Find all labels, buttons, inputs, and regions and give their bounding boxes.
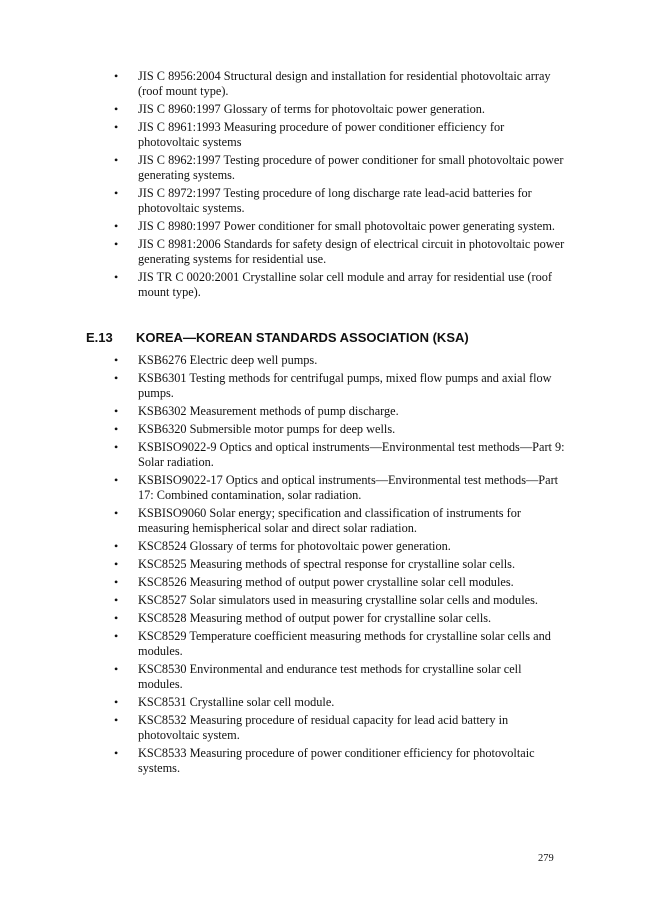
bullet-icon: • — [114, 557, 119, 571]
list-item — [114, 539, 566, 554]
page-number: 279 — [538, 853, 554, 864]
list-item — [114, 371, 566, 401]
bullet-icon: • — [114, 69, 119, 83]
list-item — [114, 575, 566, 590]
list-item — [114, 440, 566, 470]
list-item — [114, 557, 566, 572]
ksa-standards-list — [114, 353, 566, 779]
list-item — [114, 629, 566, 659]
bullet-icon: • — [114, 506, 119, 520]
section-heading — [86, 330, 566, 346]
list-item-text: KSBISO9060 Solar energy; specification and classification of instruments for measuring hemispherical solar and direct solar radiation. — [138, 506, 521, 535]
list-item — [114, 69, 566, 99]
list-item-text: KSBISO9022-9 Optics and optical instruments—Environmental test methods—Part 9: Solar radiation. — [138, 440, 565, 469]
bullet-icon: • — [114, 746, 119, 760]
list-item-text: KSC8529 Temperature coefficient measuring methods for crystalline solar cells and modules. — [138, 629, 551, 658]
bullet-icon: • — [114, 219, 119, 233]
list-item-text: KSBISO9022-17 Optics and optical instruments—Environmental test methods—Part 17: Combined contamination, solar radiation. — [138, 473, 559, 502]
list-item — [114, 611, 566, 626]
list-item — [114, 219, 566, 234]
list-item — [114, 506, 566, 536]
list-item-text: KSC8528 Measuring method of output power for crystalline solar cells. — [138, 611, 492, 625]
list-item — [114, 662, 566, 692]
list-item-text: JIS C 8956:2004 Structural design and installation for residential photovoltaic array (roof mount type). — [138, 69, 551, 98]
list-item-text: JIS C 8960:1997 Glossary of terms for photovoltaic power generation. — [138, 102, 485, 116]
bullet-icon: • — [114, 237, 119, 251]
list-item-text: KSC8527 Solar simulators used in measuring crystalline solar cells and modules. — [138, 593, 538, 607]
list-item-text: JIS C 8961:1993 Measuring procedure of power conditioner efficiency for photovoltaic systems — [138, 120, 505, 149]
bullet-icon: • — [114, 153, 119, 167]
bullet-icon: • — [114, 270, 119, 284]
list-item — [114, 120, 566, 150]
list-item-text: KSC8525 Measuring methods of spectral response for crystalline solar cells. — [138, 557, 516, 571]
list-item-text: KSC8526 Measuring method of output power crystalline solar cell modules. — [138, 575, 514, 589]
list-item — [114, 713, 566, 743]
list-item — [114, 404, 566, 419]
list-item — [114, 422, 566, 437]
list-item-text: KSB6302 Measurement methods of pump discharge. — [138, 404, 399, 418]
bullet-icon: • — [114, 593, 119, 607]
list-item — [114, 695, 566, 710]
bullet-icon: • — [114, 473, 119, 487]
list-item-text: JIS C 8980:1997 Power conditioner for small photovoltaic power generating system. — [138, 219, 556, 233]
list-item-text: JIS TR C 0020:2001 Crystalline solar cell module and array for residential use (roof mount type). — [138, 270, 553, 299]
list-item-text: KSC8533 Measuring procedure of power conditioner efficiency for photovoltaic systems. — [138, 746, 535, 775]
bullet-icon: • — [114, 440, 119, 454]
list-item-text: JIS C 8981:2006 Standards for safety design of electrical circuit in photovoltaic power generating systems for residential use. — [138, 237, 565, 266]
bullet-icon: • — [114, 629, 119, 643]
list-item — [114, 102, 566, 117]
jis-standards-list — [114, 69, 566, 303]
list-item — [114, 186, 566, 216]
bullet-icon: • — [114, 102, 119, 116]
bullet-icon: • — [114, 120, 119, 134]
section-title: KOREA—KOREAN STANDARDS ASSOCIATION (KSA) — [136, 330, 469, 345]
bullet-icon: • — [114, 186, 119, 200]
bullet-icon: • — [114, 539, 119, 553]
list-item-text: JIS C 8962:1997 Testing procedure of power conditioner for small photovoltaic power generating systems. — [138, 153, 564, 182]
list-item — [114, 746, 566, 776]
list-item-text: KSC8531 Crystalline solar cell module. — [138, 695, 335, 709]
list-item — [114, 237, 566, 267]
list-item-text: KSC8524 Glossary of terms for photovoltaic power generation. — [138, 539, 451, 553]
list-item — [114, 473, 566, 503]
bullet-icon: • — [114, 695, 119, 709]
bullet-icon: • — [114, 575, 119, 589]
list-item — [114, 153, 566, 183]
list-item-text: KSB6320 Submersible motor pumps for deep wells. — [138, 422, 396, 436]
bullet-icon: • — [114, 713, 119, 727]
list-item — [114, 270, 566, 300]
bullet-icon: • — [114, 662, 119, 676]
list-item-text: KSC8530 Environmental and endurance test methods for crystalline solar cell modules. — [138, 662, 522, 691]
bullet-icon: • — [114, 611, 119, 625]
section-number: E.13 — [86, 330, 113, 345]
bullet-icon: • — [114, 353, 119, 367]
bullet-icon: • — [114, 422, 119, 436]
list-item-text: KSB6276 Electric deep well pumps. — [138, 353, 318, 367]
list-item — [114, 353, 566, 368]
bullet-icon: • — [114, 404, 119, 418]
list-item — [114, 593, 566, 608]
bullet-icon: • — [114, 371, 119, 385]
list-item-text: KSC8532 Measuring procedure of residual capacity for lead acid battery in photovoltaic system. — [138, 713, 509, 742]
list-item-text: KSB6301 Testing methods for centrifugal pumps, mixed flow pumps and axial flow pumps. — [138, 371, 552, 400]
list-item-text: JIS C 8972:1997 Testing procedure of long discharge rate lead-acid batteries for photovoltaic systems. — [138, 186, 532, 215]
